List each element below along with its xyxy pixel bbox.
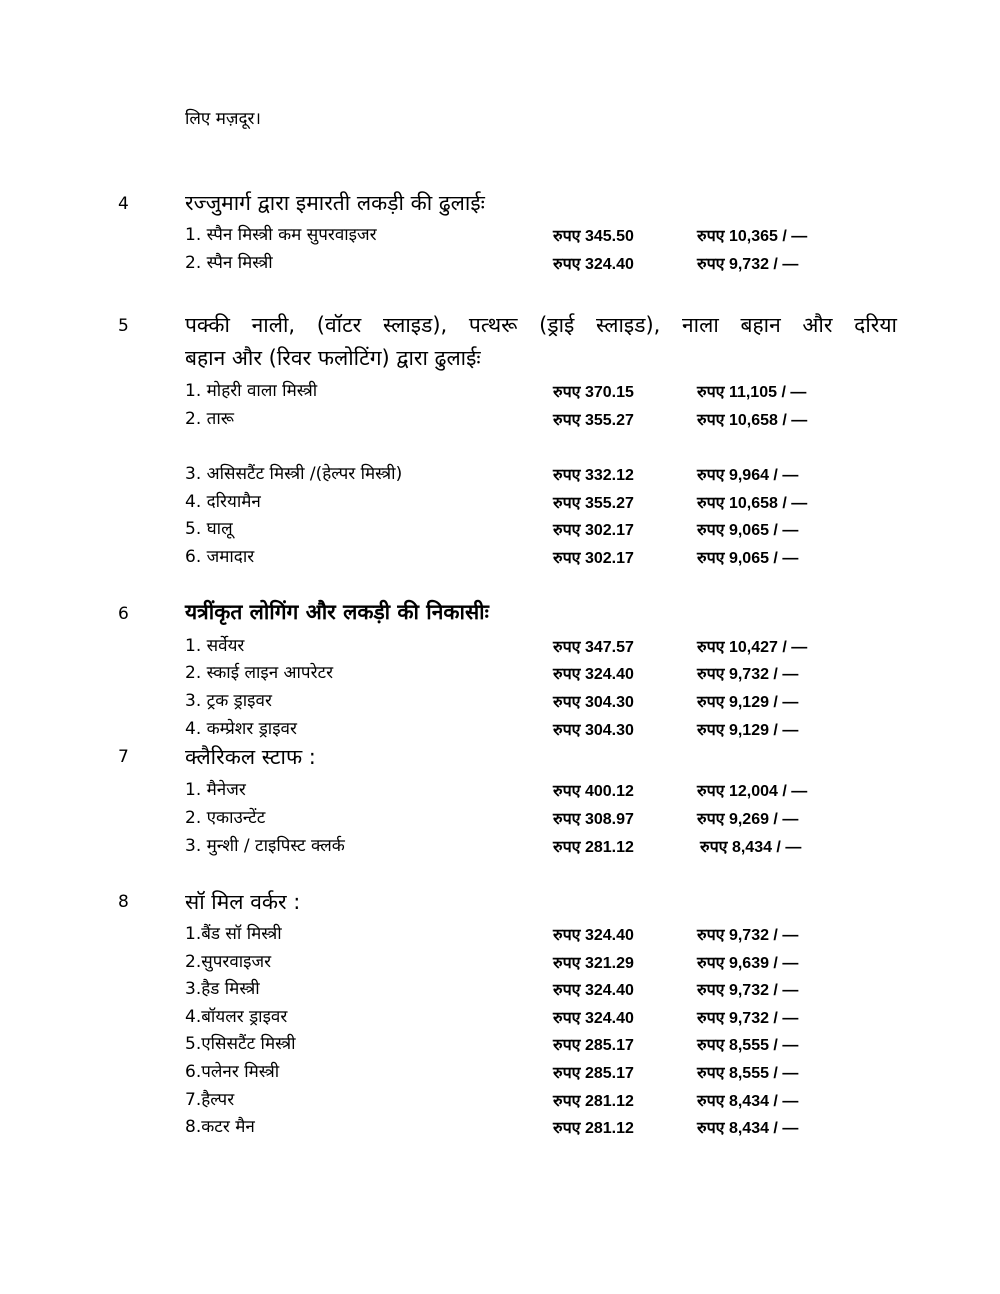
monthly-rate: रुपए 12,004 / —	[697, 783, 808, 800]
monthly-rate: रुपए 10,365 / —	[697, 228, 808, 245]
daily-rate: रुपए 324.40	[553, 666, 634, 683]
monthly-rate: रुपए 8,434 / —	[700, 839, 802, 856]
list-item-label: 1.बैंड सॉ मिस्त्री	[185, 924, 282, 944]
section-number: 5	[118, 316, 129, 336]
list-item-label: 5.एसिसटैंट मिस्त्री	[185, 1034, 296, 1054]
daily-rate: रुपए 345.50	[553, 228, 634, 245]
monthly-rate: रुपए 9,732 / —	[697, 982, 799, 999]
list-item-label: 2. स्पैन मिस्त्री	[185, 253, 273, 273]
monthly-rate: रुपए 9,129 / —	[697, 694, 799, 711]
monthly-rate: रुपए 8,434 / —	[697, 1093, 799, 1110]
section-number: 8	[118, 892, 129, 912]
daily-rate: रुपए 285.17	[553, 1065, 634, 1082]
list-item-label: 1. मोहरी वाला मिस्त्री	[185, 381, 318, 401]
list-item-label: 2. स्काई लाइन आपरेटर	[185, 663, 334, 683]
monthly-rate: रुपए 8,555 / —	[697, 1037, 799, 1054]
monthly-rate: रुपए 10,658 / —	[697, 412, 808, 429]
section-heading: सॉ मिल वर्कर :	[185, 890, 301, 914]
monthly-rate: रुपए 9,732 / —	[697, 1010, 799, 1027]
list-item-label: 6. जमादार	[185, 547, 255, 567]
daily-rate: रुपए 304.30	[553, 722, 634, 739]
section-number: 6	[118, 604, 129, 624]
list-item-label: 3.हैड मिस्त्री	[185, 979, 260, 999]
monthly-rate: रुपए 9,964 / —	[697, 467, 799, 484]
monthly-rate: रुपए 9,129 / —	[697, 722, 799, 739]
daily-rate: रुपए 324.40	[553, 927, 634, 944]
section-heading: रज्जुमार्ग द्वारा इमारती लकड़ी की ढुलाईः	[185, 191, 485, 215]
monthly-rate: रुपए 8,434 / —	[697, 1120, 799, 1137]
daily-rate: रुपए 355.27	[553, 412, 634, 429]
monthly-rate: रुपए 9,732 / —	[697, 927, 799, 944]
list-item-label: 2. एकाउन्टेंट	[185, 808, 266, 828]
daily-rate: रुपए 347.57	[553, 639, 634, 656]
daily-rate: रुपए 332.12	[553, 467, 634, 484]
list-item-label: 4. कम्प्रेशर ड्राइवर	[185, 719, 297, 739]
list-item-label: 4.बॉयलर ड्राइवर	[185, 1007, 288, 1027]
list-item-label: 2. तारू	[185, 409, 234, 429]
section-heading: क्लैरिकल स्टाफ :	[185, 745, 316, 769]
monthly-rate: रुपए 10,658 / —	[697, 495, 808, 512]
daily-rate: रुपए 281.12	[553, 1093, 634, 1110]
list-item-label: 6.पलेनर मिस्त्री	[185, 1062, 280, 1082]
daily-rate: रुपए 302.17	[553, 550, 634, 567]
daily-rate: रुपए 400.12	[553, 783, 634, 800]
daily-rate: रुपए 324.40	[553, 256, 634, 273]
list-item-label: 1. मैनेजर	[185, 780, 246, 800]
list-item-label: 3. ट्रक ड्राइवर	[185, 691, 272, 711]
list-item-label: 8.कटर मैन	[185, 1117, 255, 1137]
list-item-label: 1. स्पैन मिस्त्री कम सुपरवाइजर	[185, 225, 377, 245]
section-heading-line-1: पक्की नाली, (वॉटर स्लाइड), पत्थरू (ड्राई स्लाइड), नाला बहान और दरिया	[185, 313, 897, 337]
list-item-label: 2.सुपरवाइजर	[185, 952, 272, 972]
monthly-rate: रुपए 9,732 / —	[697, 666, 799, 683]
monthly-rate: रुपए 9,639 / —	[697, 955, 799, 972]
daily-rate: रुपए 285.17	[553, 1037, 634, 1054]
section-number: 7	[118, 747, 129, 767]
daily-rate: रुपए 370.15	[553, 384, 634, 401]
daily-rate: रुपए 281.12	[553, 1120, 634, 1137]
daily-rate: रुपए 324.40	[553, 1010, 634, 1027]
daily-rate: रुपए 321.29	[553, 955, 634, 972]
monthly-rate: रुपए 10,427 / —	[697, 639, 808, 656]
intro-line: लिए मज़दूर।	[185, 109, 261, 129]
list-item-label: 3. मुन्शी / टाइपिस्ट क्लर्क	[185, 836, 345, 856]
daily-rate: रुपए 281.12	[553, 839, 634, 856]
list-item-label: 3. असिसटैंट मिस्त्री /(हेल्पर मिस्त्री)	[185, 464, 403, 484]
daily-rate: रुपए 302.17	[553, 522, 634, 539]
section-heading-line-2: बहान और (रिवर फलोटिंग) द्वारा ढुलाईः	[185, 346, 481, 370]
monthly-rate: रुपए 9,269 / —	[697, 811, 799, 828]
daily-rate: रुपए 304.30	[553, 694, 634, 711]
list-item-label: 1. सर्वेयर	[185, 636, 245, 656]
monthly-rate: रुपए 9,065 / —	[697, 550, 799, 567]
list-item-label: 4. दरियामैन	[185, 492, 261, 512]
monthly-rate: रुपए 8,555 / —	[697, 1065, 799, 1082]
monthly-rate: रुपए 9,065 / —	[697, 522, 799, 539]
monthly-rate: रुपए 9,732 / —	[697, 256, 799, 273]
list-item-label: 5. घालू	[185, 519, 233, 539]
daily-rate: रुपए 308.97	[553, 811, 634, 828]
section-number: 4	[118, 194, 129, 214]
section-heading: यत्रींकृत लोगिंग और लकड़ी की निकासीः	[185, 600, 489, 624]
daily-rate: रुपए 324.40	[553, 982, 634, 999]
monthly-rate: रुपए 11,105 / —	[697, 384, 807, 401]
list-item-label: 7.हैल्पर	[185, 1090, 235, 1110]
daily-rate: रुपए 355.27	[553, 495, 634, 512]
